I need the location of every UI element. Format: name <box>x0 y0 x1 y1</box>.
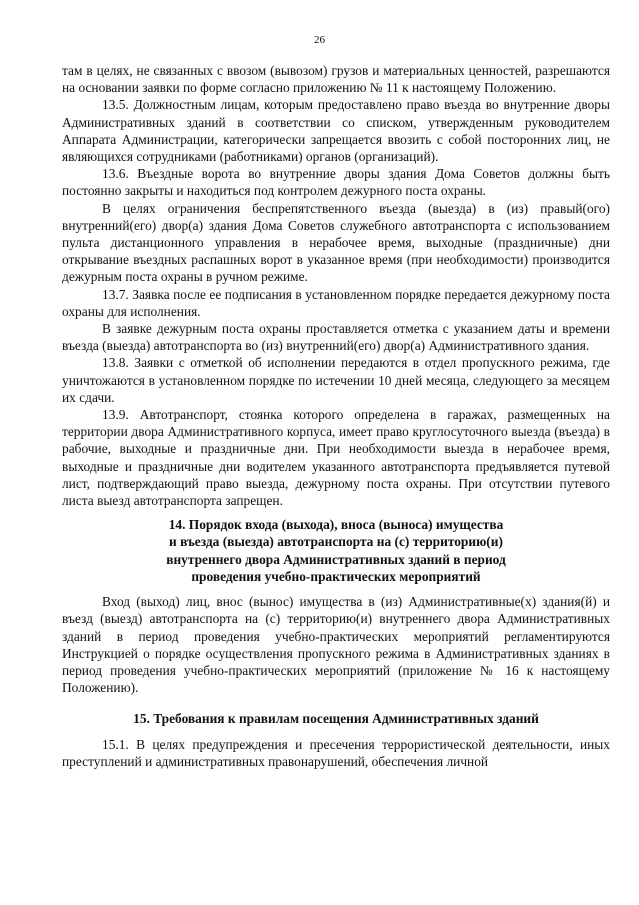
paragraph-13-7: 13.7. Заявка после ее подписания в установленном порядке передается дежурному поста охраны для исполнения. <box>62 286 610 319</box>
paragraph-13-9: 13.9. Автотранспорт, стоянка которого определена в гаражах, размещенных на территории двора Административного корпуса, имеет право круглосуточного выезда (въезда) в рабочие, выходные и праздничные дни. При необходимости выезда в нерабочее время, выходные и праздничные дни водителем указанного автотранспорта предъявляется путевой лист, подтверждающий право выезда, дежурному поста охраны. При отсутствии путевого листа выезд автотранспорта запрещен. <box>62 407 610 509</box>
section-14-heading-line: внутреннего двора Административных зданий в период <box>166 551 506 567</box>
section-15-heading: 15. Требования к правилам посещения Административных зданий <box>133 711 539 727</box>
paragraph-13-6: 13.6. Въездные ворота во внутренние дворы здания Дома Советов должны быть постоянно закрыты и находиться под контролем дежурного поста охраны. <box>62 166 610 199</box>
paragraph-15-1: 15.1. В целях предупреждения и пресечения террористической деятельности, иных преступлений и административных правонарушений, обеспечения личной <box>62 736 610 769</box>
paragraph-13-6-continued: В целях ограничения беспрепятственного въезда (выезда) в (из) правый(ого) внутренний(его) двор(а) здания Дома Советов служебного автотранспорта с использованием пульта дистанционного управления в нерабочее время, выходные (праздничные) дни открывание въездных распашных ворот в указанное время (при необходимости) производится дежурным поста охраны в ручном режиме. <box>62 200 610 285</box>
document-body <box>62 62 610 770</box>
section-14-heading-line: 14. Порядок входа (выхода), вноса (выноса) имущества <box>168 517 504 533</box>
paragraph-13-8: 13.8. Заявки с отметкой об исполнении передаются в отдел пропускного режима, где уничтожаются в установленном порядке по истечении 10 дней месяца, следующего за месяцем их сдачи. <box>62 355 610 405</box>
section-14-heading <box>62 516 610 585</box>
paragraph-13-7-continued: В заявке дежурным поста охраны проставляется отметка с указанием даты и времени въезда (выезда) автотранспорта во (из) внутренний(его) двор(а) Административного здания. <box>62 321 610 354</box>
section-14-heading-line: и въезда (выезда) автотранспорта на (с) территорию(и) <box>169 534 503 550</box>
page-number: 26 <box>314 34 325 46</box>
paragraph-13-5: 13.5. Должностным лицам, которым предоставлено право въезда во внутренние дворы Административных зданий в соответствии со списком, утвержденным руководителем Аппарата Администрации, категорически запрещается ввозить с собой посторонних лиц, не являющихся сотрудниками (работниками) органов (организаций). <box>62 97 610 165</box>
paragraph-continuation: там в целях, не связанных с ввозом (вывозом) грузов и материальных ценностей, разрешаются на основании заявки по форме согласно приложению № 11 к настоящему Положению. <box>62 63 610 96</box>
section-14-heading-line: проведения учебно-практических мероприятий <box>191 568 481 584</box>
section-14-paragraph: Вход (выход) лиц, внос (вынос) имущества в (из) Административные(х) здания(й) и въезд (выезд) автотранспорта на (с) территорию(и) внутреннего двора Административных зданий в период проведения учебно-практических мероприятий регламентируются Инструкцией о порядке осуществления пропускного режима в Административных зданиях в период проведения учебно-практических мероприятий (приложение № 16 к настоящему Положению). <box>62 594 610 696</box>
